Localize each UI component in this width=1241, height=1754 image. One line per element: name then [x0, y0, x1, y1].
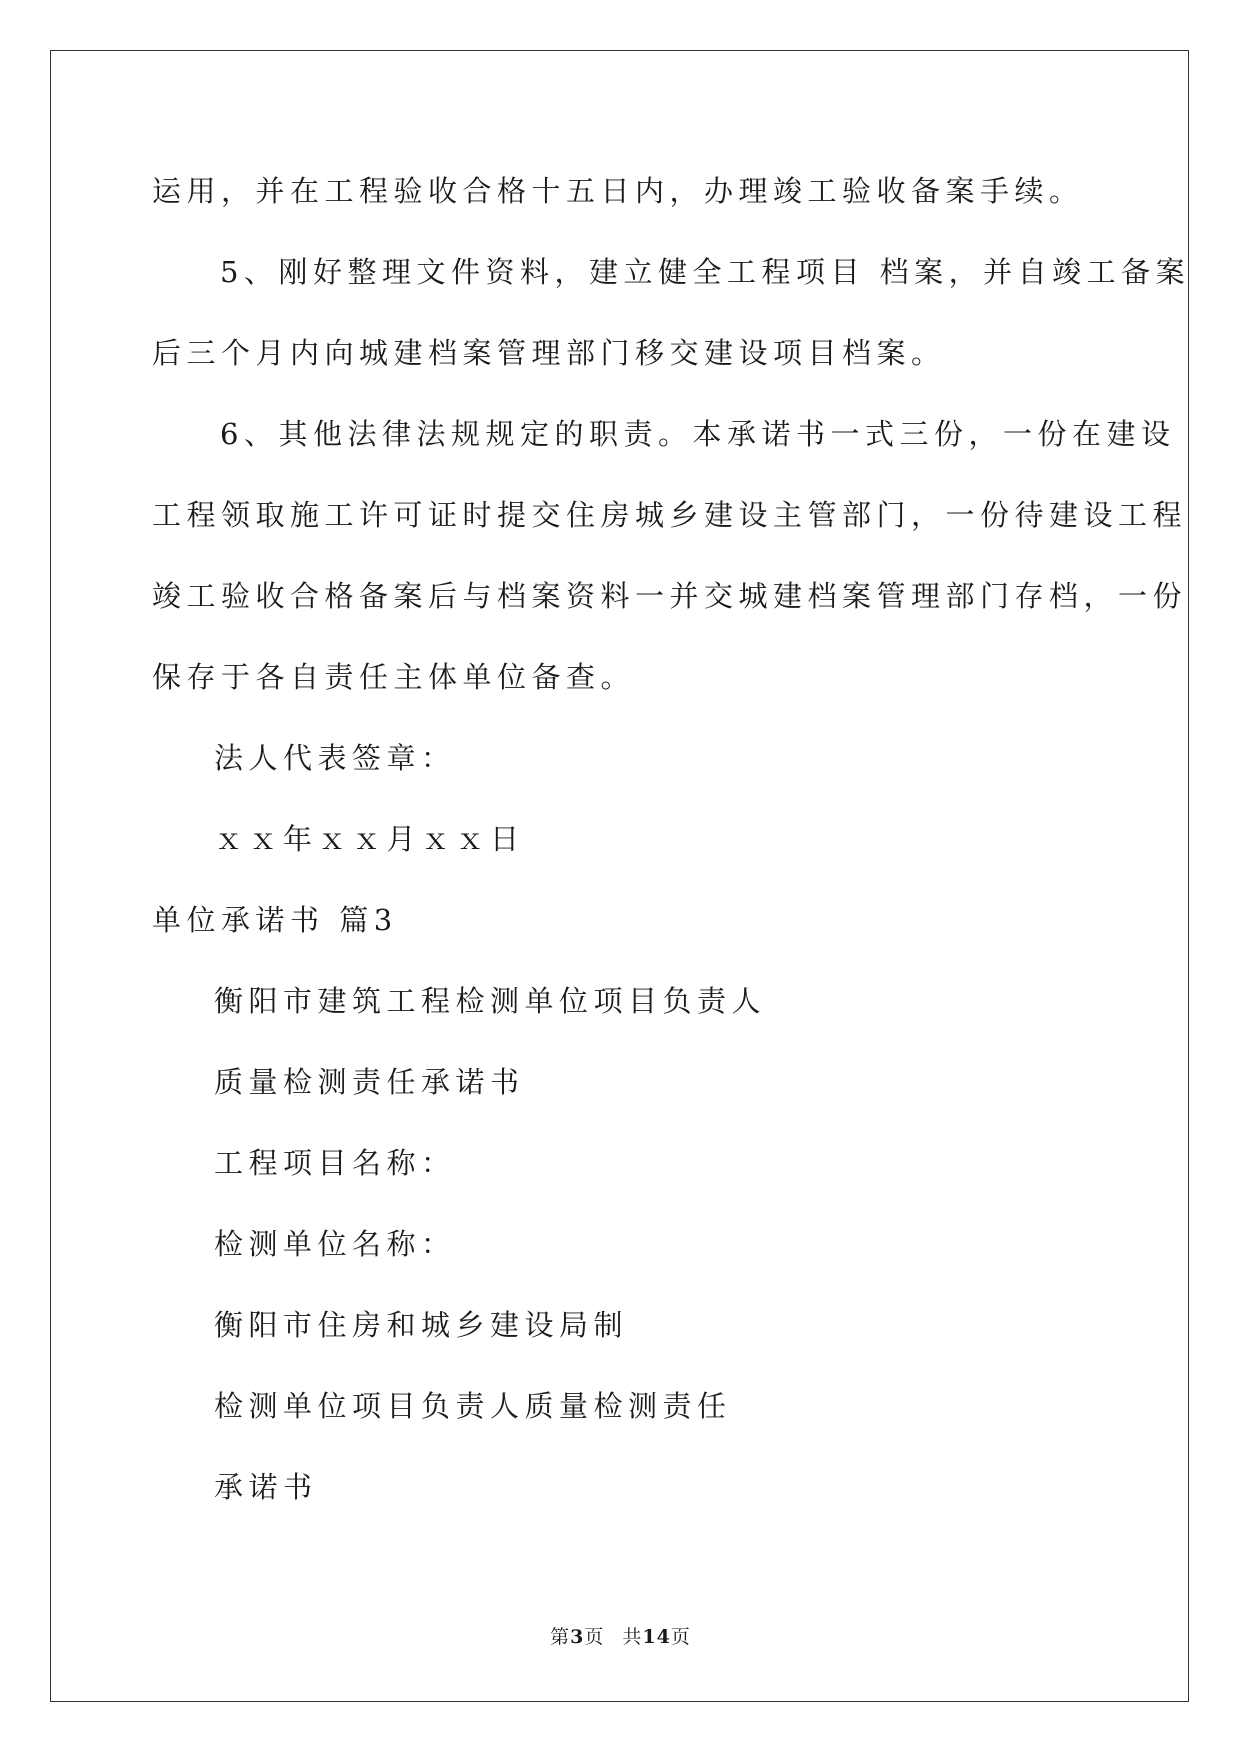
body-line-5: 工程领取施工许可证时提交住房城乡建设主管部门，一份待建设工程 [152, 498, 1188, 532]
body-line-4: 6、其他法律法规规定的职责。本承诺书一式三份，一份在建设 [220, 417, 1176, 451]
doc-title-line-1: 衡阳市建筑工程检测单位项目负责人 [214, 984, 767, 1018]
page-border [50, 50, 1189, 1702]
body-line-2: 5、刚好整理文件资料，建立健全工程项目 档案，并自竣工备案 [220, 255, 1191, 289]
page-footer [0, 1625, 1241, 1649]
body-line-7: 保存于各自责任主体单位备查。 [152, 660, 636, 694]
section-heading: 单位承诺书 篇3 [152, 903, 398, 937]
body-line-1: 运用，并在工程验收合格十五日内，办理竣工验收备案手续。 [152, 174, 1084, 208]
issuer-line: 衡阳市住房和城乡建设局制 [214, 1308, 629, 1342]
body-line-3: 后三个月内向城建档案管理部门移交建设项目档案。 [152, 336, 946, 370]
subtitle-line-1: 检测单位项目负责人质量检测责任 [214, 1389, 732, 1423]
page-suffix: 页 [584, 1626, 605, 1648]
total-prefix: 共 [622, 1626, 643, 1648]
total-pages: 14 [642, 1626, 671, 1648]
project-name-label: 工程项目名称： [214, 1146, 456, 1180]
page-prefix: 第 [550, 1626, 571, 1648]
doc-title-line-2: 质量检测责任承诺书 [214, 1065, 525, 1099]
date-line: ｘｘ年ｘｘ月ｘｘ日 [214, 822, 525, 856]
page-number: 3 [570, 1626, 585, 1648]
signature-label: 法人代表签章： [214, 741, 456, 775]
subtitle-line-2: 承诺书 [214, 1470, 318, 1504]
total-suffix: 页 [670, 1626, 691, 1648]
body-line-6: 竣工验收合格备案后与档案资料一并交城建档案管理部门存档，一份 [152, 579, 1188, 613]
testing-unit-label: 检测单位名称： [214, 1227, 456, 1261]
